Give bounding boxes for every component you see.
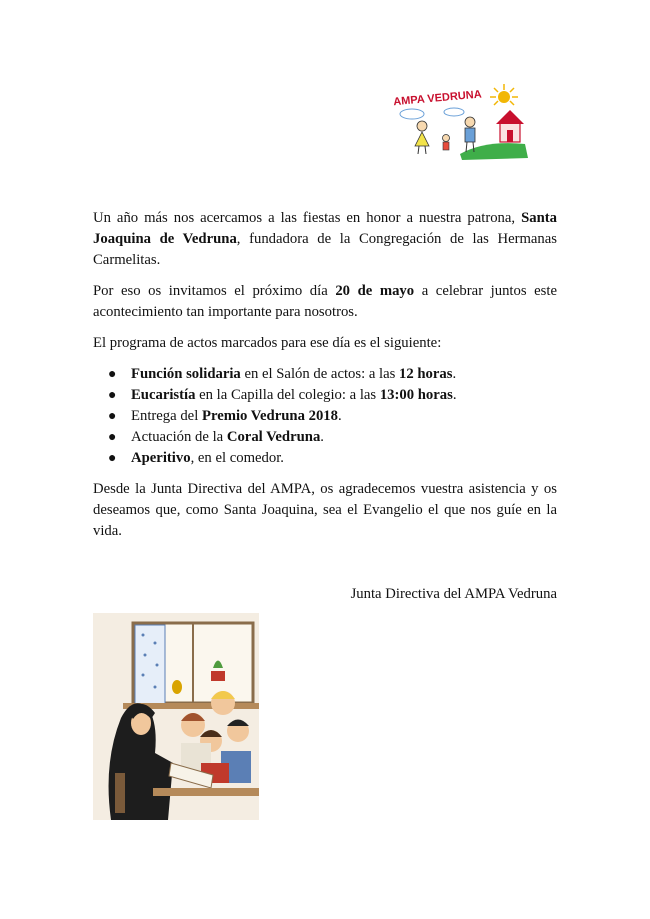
closing-paragraph: Desde la Junta Directiva del AMPA, os agradecemos vuestra asistencia y os deseamos que, como Santa Joaquina, sea el Evangelio el que nos guíe en la vida. [93, 481, 557, 539]
program-list [93, 364, 557, 469]
event-date: 20 de mayo [335, 283, 415, 299]
bullet-icon: ● [108, 388, 117, 403]
program-intro: El programa de actos marcados para ese día es el siguiente: [93, 335, 442, 351]
letter-body [93, 208, 557, 552]
ampa-vedruna-logo [390, 82, 540, 162]
list-item: ● Función solidaria en el Salón de actos: a las 12 horas. [131, 364, 557, 385]
invitation-paragraph: Por eso os invitamos el próximo día 20 de mayo a celebrar juntos este acontecimiento tan importante para nosotros. [93, 283, 557, 320]
list-item: ● Actuación de la Coral Vedruna. [131, 427, 557, 448]
logo-text: AMPA VEDRUNA [392, 88, 483, 109]
list-item: ● Aperitivo, en el comedor. [131, 448, 557, 469]
patron-name: Santa Joaquina de Vedruna [93, 210, 557, 247]
intro-paragraph: Un año más nos acercamos a las fiestas en honor a nuestra patrona, Santa Joaquina de Vedruna, fundadora de la Congregación de las Hermanas Carmelitas. [93, 210, 557, 268]
list-item: ● Eucaristía en la Capilla del colegio: a las 13:00 horas. [131, 385, 557, 406]
signature: Junta Directiva del AMPA Vedruna [350, 586, 557, 602]
family-house-drawing-icon [390, 82, 540, 162]
bullet-icon: ● [108, 409, 117, 424]
bullet-icon: ● [108, 367, 117, 382]
bullet-icon: ● [108, 430, 117, 445]
list-item: ● Entrega del Premio Vedruna 2018. [131, 406, 557, 427]
nun-with-children-illustration-icon [93, 613, 259, 820]
illustration [93, 613, 259, 820]
bullet-icon: ● [108, 451, 117, 466]
